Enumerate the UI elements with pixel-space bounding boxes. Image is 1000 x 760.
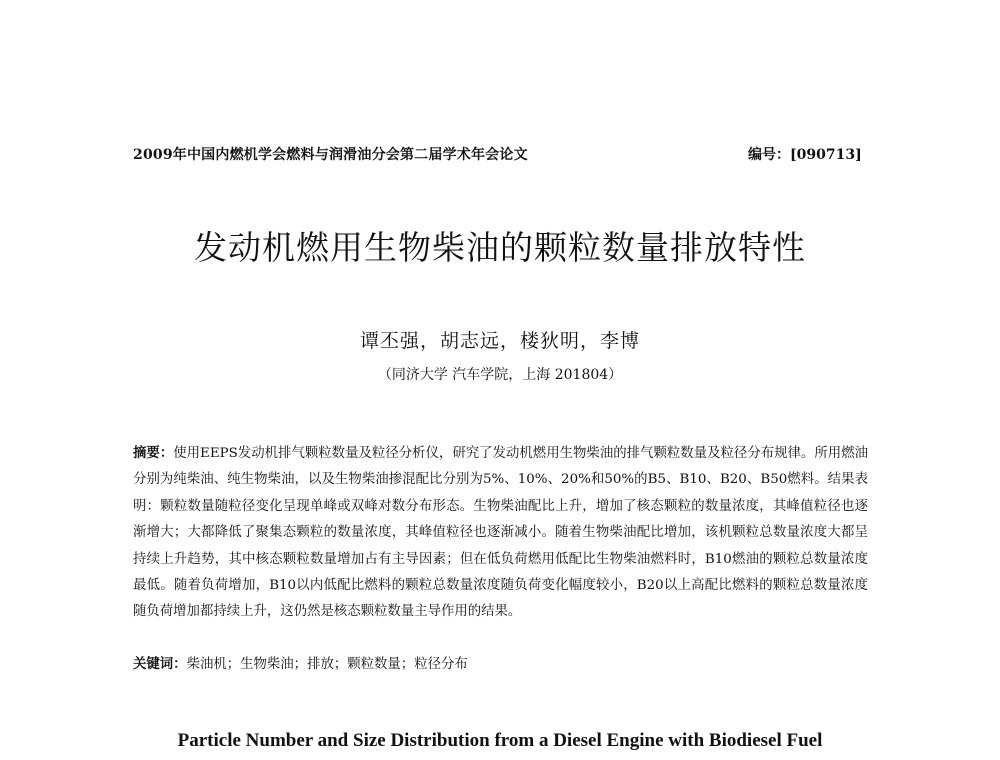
abstract <box>133 440 868 626</box>
paper-number: 编号：[090713] <box>748 147 862 163</box>
authors: 谭丕强，胡志远，楼狄明，李博 <box>359 330 640 352</box>
affiliation: （同济大学 汽车学院，上海 201804） <box>377 367 623 383</box>
keywords-label: 关键词： <box>133 656 187 672</box>
abstract-label: 摘要： <box>133 445 174 461</box>
english-title: Particle Number and Size Distribution from a Diesel Engine with Biodiesel Fuel <box>177 730 823 751</box>
keywords <box>133 652 868 677</box>
abstract-text: 使用EEPS发动机排气颗粒数量及粒径分析仪，研究了发动机燃用生物柴油的排气颗粒数量及粒径分布规律。所用燃油分别为纯柴油、纯生物柴油，以及生物柴油掺混配比分别为5%、10%、20%和50%的B5、B10、B20、B50燃料。结果表明：颗粒数量随粒径变化呈现单峰或双峰对数分布形态。生物柴油配比上升，增加了核态颗粒的数量浓度，其峰值粒径也逐渐增大；大都降低了聚集态颗粒的数量浓度，其峰值粒径也逐渐减小。随着生物柴油配比增加，该机颗粒总数量浓度大都呈持续上升趋势，其中核态颗粒数量增加占有主导因素；但在低负荷燃用低配比生物柴油燃料时，B10燃油的颗粒总数量浓度最低。随着负荷增加，B10以内低配比燃料的颗粒总数量浓度随负荷变化幅度较小，B20以上高配比燃料的颗粒总数量浓度随负荷增加都持续上升，这仍然是核态颗粒数量主导作用的结果。 <box>133 446 869 620</box>
paper-title: 发动机燃用生物柴油的颗粒数量排放特性 <box>194 228 806 267</box>
keywords-text: 柴油机；生物柴油；排放；颗粒数量；粒径分布 <box>186 657 468 672</box>
conference-header: 2009年中国内燃机学会燃料与润滑油分会第二届学术年会论文 <box>133 147 528 163</box>
